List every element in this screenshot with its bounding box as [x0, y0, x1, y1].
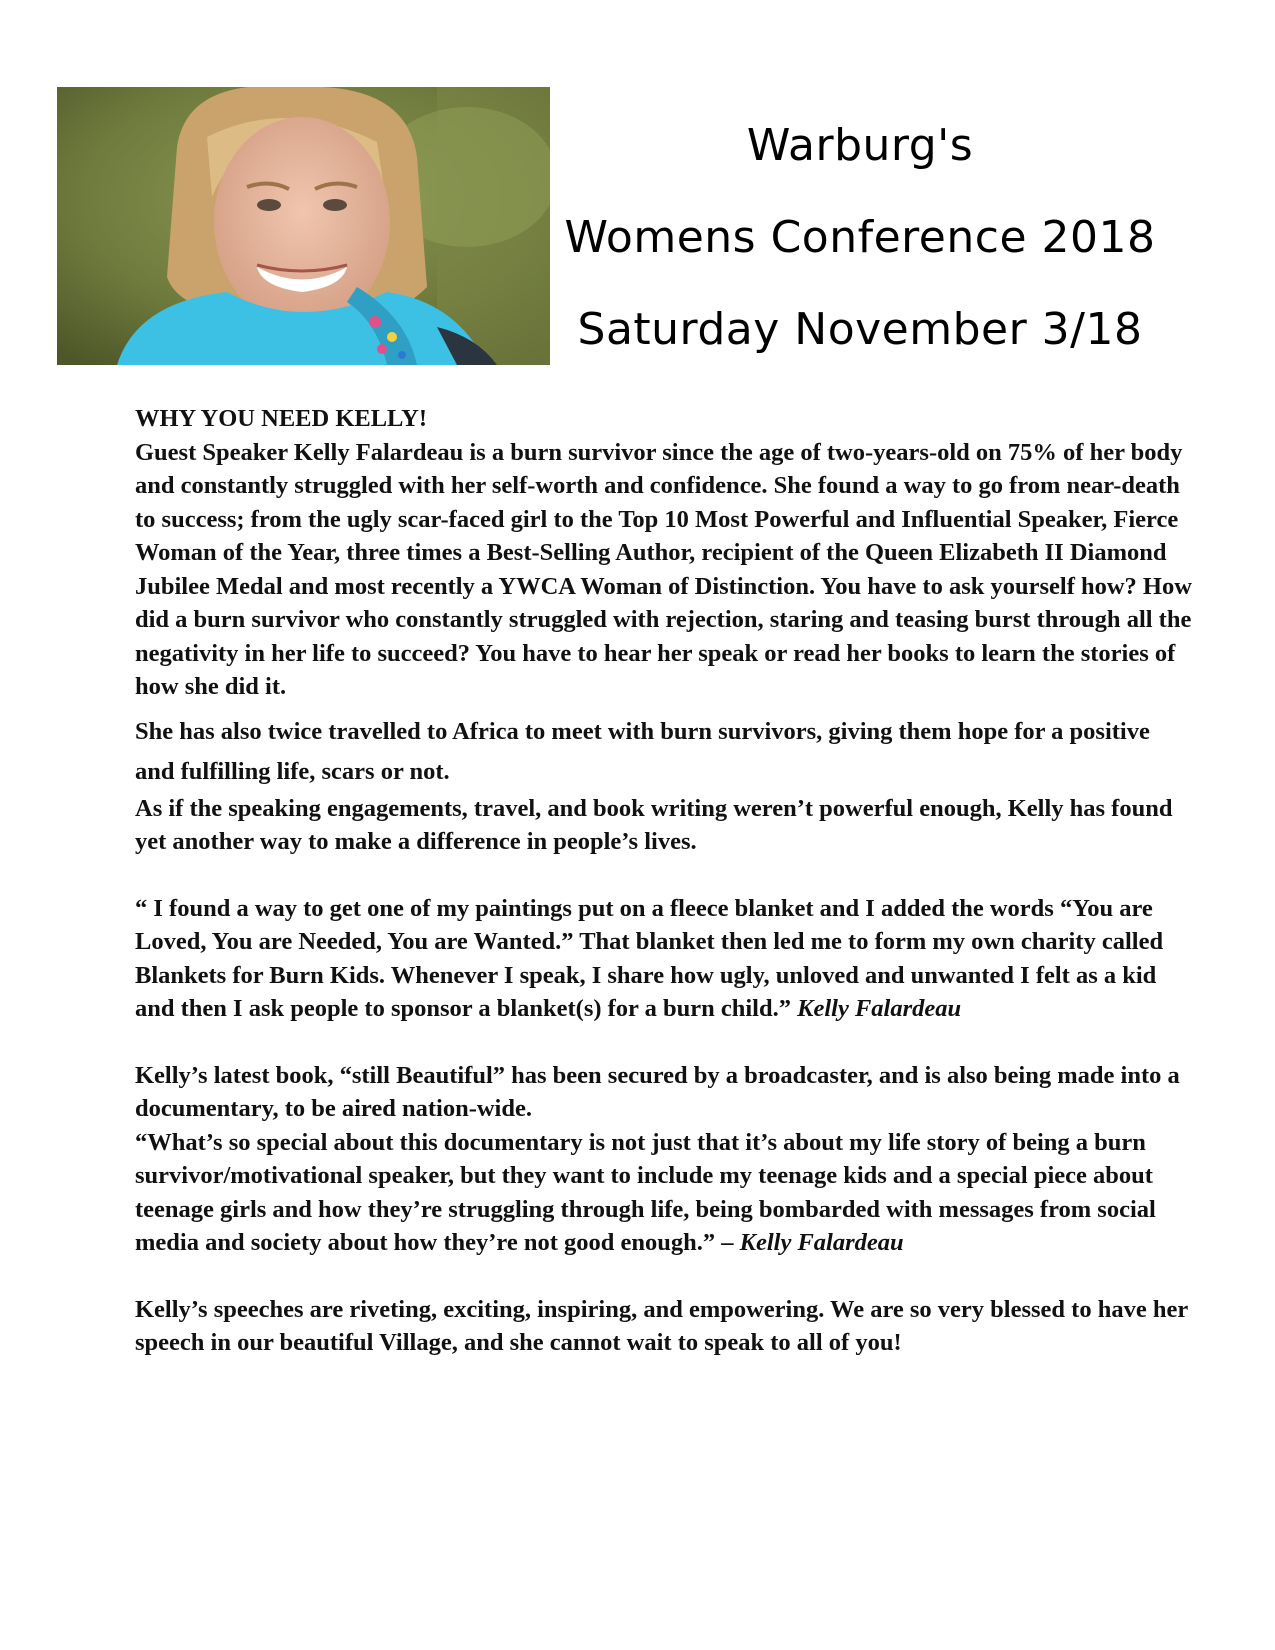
closing-paragraph: Kelly’s speeches are riveting, exciting, inspiring, and empowering. We are so very blessed to have her speech in our beautiful Village, and she cannot wait to speak to all of you! [135, 1295, 1188, 1356]
speaker-photo [57, 87, 550, 365]
article-body [135, 402, 1195, 1360]
blanket-quote: “ I found a way to get one of my paintings put on a fleece blanket and I added the words “You are Loved, You are Needed, You are Wanted.” That blanket then led me to form my own charity called Blankets for Burn Kids. Whenever I speak, I share how ugly, unloved and unwanted I felt as a kid and then I ask people to sponsor a blanket(s) for a burn child.” [135, 894, 1164, 1022]
blanket-quote-signature: Kelly Falardeau [797, 995, 962, 1022]
africa-paragraph: She has also twice travelled to Africa to meet with burn survivors, giving them hope for a positive and fulfilling life, scars or not. [135, 717, 1150, 785]
article-heading: WHY YOU NEED KELLY! [135, 405, 428, 432]
event-date: Saturday November 3/18 [577, 304, 1143, 355]
documentary-quote-signature: Kelly Falardeau [739, 1229, 904, 1256]
intro-paragraph: Guest Speaker Kelly Falardeau is a burn survivor since the age of two-years-old on 75% of her body and constantly struggled with her self-worth and confidence. She found a way to go from near-death to success; from the ugly scar-faced girl to the Top 10 Most Powerful and Influential Speaker, Fierce Woman of the Year, three times a Best-Selling Author, recipient of the Queen Elizabeth II Diamond Jubilee Medal and most recently a YWCA Woman of Distinction. You have to ask yourself how? How did a burn survivor who constantly struggled with rejection, staring and teasing burst through all the negativity in her life to succeed? You have to hear her speak or read her books to learn the stories of how she did it. [135, 438, 1192, 700]
difference-paragraph: As if the speaking engagements, travel, and book writing weren’t powerful enough, Kelly has found yet another way to make a difference in people’s lives. [135, 794, 1173, 855]
blanket-quote-paragraph [135, 892, 1195, 1026]
event-host: Warburg's [746, 120, 974, 171]
speaker-portrait-photo-icon [57, 87, 550, 365]
book-paragraph: Kelly’s latest book, “still Beautiful” has been secured by a broadcaster, and is also being made into a documentary, to be aired nation-wide. [135, 1061, 1180, 1122]
event-header [560, 100, 1160, 376]
documentary-quote-paragraph [135, 1126, 1195, 1260]
documentary-quote: “What’s so special about this documentary is not just that it’s about my life story of being a burn survivor/motivational speaker, but they want to include my teenage kids and a special piece about teenage girls and how they’re struggling through life, being bombarded with messages from social media and society about how they’re not good enough.” – [135, 1128, 1156, 1256]
event-title: Womens Conference 2018 [564, 212, 1156, 263]
